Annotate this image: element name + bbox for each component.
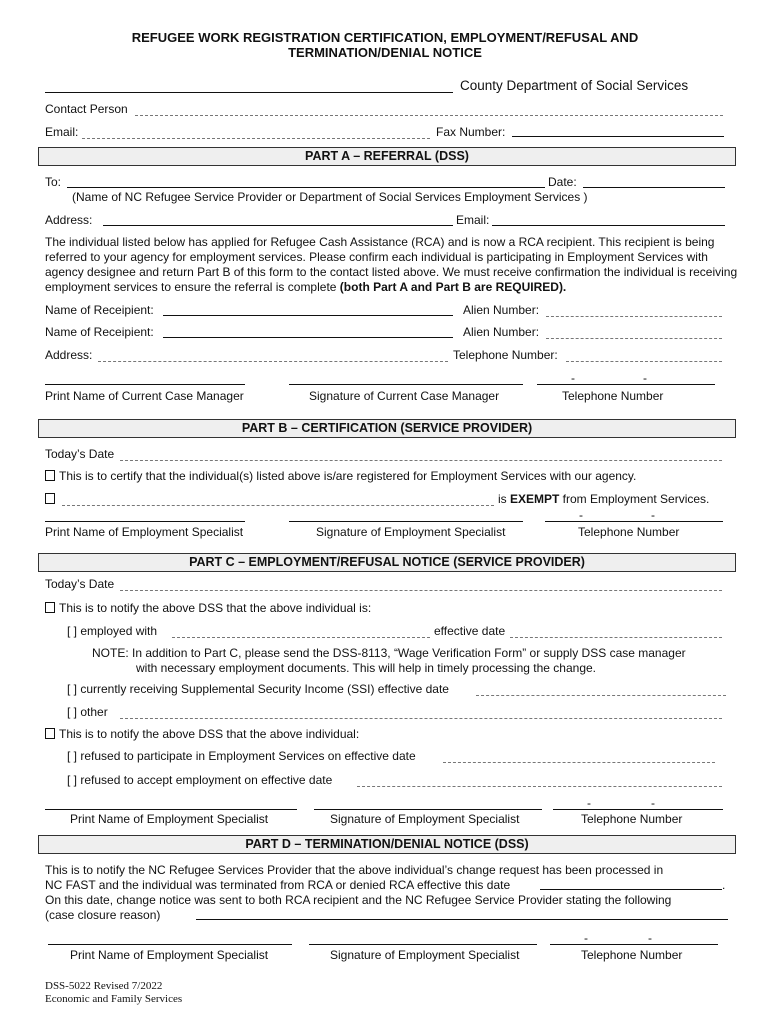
effective-date-field[interactable] (510, 637, 722, 638)
phone-dash: - (651, 508, 655, 522)
referral-paragraph: The individual listed below has applied for Refugee Cash Assistance (RCA) and is now a RCA recipient. This recipient is being referred to your agency for employment services. Please confirm each individual is participating in Employment Services with agency designee and return Part B of this form to the contact listed above. We must receive confirmation the individual is receiving employment services to ensure the referral is complete (both Part A and Part B are REQUIRED). (45, 235, 738, 294)
specialist-d-print-field[interactable] (48, 944, 292, 945)
phone-dash: - (584, 931, 588, 945)
date-label: Date: (548, 175, 577, 189)
case-manager-phone-label: Telephone Number (562, 389, 664, 403)
contact-person-field[interactable] (135, 115, 723, 116)
to-field[interactable] (67, 187, 545, 188)
date-field[interactable] (583, 187, 725, 188)
division-name: Economic and Family Services (45, 993, 183, 1005)
part-d-line-2: NC FAST and the individual was terminated from RCA or denied RCA effective this date (45, 878, 511, 892)
specialist-b-signature-label: Signature of Employment Specialist (316, 525, 506, 539)
note-line-1: NOTE: In addition to Part C, please send the DSS-8113, “Wage Verification Form” or supply DSS case manager (92, 646, 686, 660)
specialist-c-phone-label: Telephone Number (581, 812, 683, 826)
certify-checkbox[interactable] (45, 470, 55, 481)
phone-dash: - (587, 796, 591, 810)
contact-person-label: Contact Person (45, 102, 128, 116)
phone-dash: - (579, 508, 583, 522)
notify-checkbox[interactable] (45, 728, 55, 739)
other-option[interactable]: [ ] other (67, 705, 108, 719)
ssi-option[interactable]: [ ] currently receiving Supplemental Security Income (SSI) effective date (67, 682, 449, 696)
to-label: To: (45, 175, 62, 189)
address-label: Address: (45, 213, 93, 227)
employer-field[interactable] (172, 637, 430, 638)
phone-dash: - (643, 371, 647, 385)
email-label: Email: (45, 125, 79, 139)
alien-2-field[interactable] (546, 338, 722, 339)
case-manager-print-field[interactable] (45, 384, 245, 385)
refused-participate-option[interactable]: [ ] refused to participate in Employment Services on effective date (67, 749, 416, 763)
part-c-heading: PART C – EMPLOYMENT/REFUSAL NOTICE (SERVICE PROVIDER) (38, 553, 736, 572)
phone-dash: - (648, 931, 652, 945)
specialist-b-phone-label: Telephone Number (578, 525, 680, 539)
recipient-2-field[interactable] (163, 337, 453, 338)
part-d-line-1: This is to notify the NC Refugee Services Provider that the above individual’s change request has been processed in (45, 863, 664, 877)
specialist-c-phone-field[interactable] (553, 809, 723, 810)
recipient-address-field[interactable] (98, 361, 448, 362)
ssi-date-field[interactable] (476, 695, 726, 696)
specialist-b-print-field[interactable] (45, 521, 245, 522)
part-d-line-3: On this date, change notice was sent to both RCA recipient and the NC Refugee Service Provider stating the following (45, 893, 672, 907)
effective-date-label: effective date (434, 624, 506, 638)
part-d-heading: PART D – TERMINATION/DENIAL NOTICE (DSS) (38, 835, 736, 854)
part-a-heading: PART A – REFERRAL (DSS) (38, 147, 736, 166)
note-line-2: with necessary employment documents. This will help in timely processing the change. (136, 661, 596, 675)
fax-field[interactable] (512, 136, 724, 137)
notify-checkbox[interactable] (45, 602, 55, 613)
specialist-d-signature-label: Signature of Employment Specialist (330, 948, 520, 962)
fax-label: Fax Number: (436, 125, 506, 139)
recipient-1-field[interactable] (163, 315, 453, 316)
county-label: County Department of Social Services (460, 78, 689, 93)
case-manager-phone-field[interactable] (537, 384, 715, 385)
period: . (722, 878, 726, 892)
exempt-name-field[interactable] (62, 505, 494, 506)
form-id: DSS-5022 Revised 7/2022 (45, 980, 163, 992)
part-b-heading: PART B – CERTIFICATION (SERVICE PROVIDER) (38, 419, 736, 438)
closure-reason-field[interactable] (196, 919, 728, 920)
form-title-line-1: REFUGEE WORK REGISTRATION CERTIFICATION, EMPLOYMENT/REFUSAL AND (131, 30, 639, 45)
other-field[interactable] (120, 718, 722, 719)
specialist-c-signature-label: Signature of Employment Specialist (330, 812, 520, 826)
email-field[interactable] (492, 225, 725, 226)
exempt-checkbox[interactable] (45, 492, 59, 506)
alien-1-field[interactable] (546, 316, 722, 317)
specialist-b-print-label: Print Name of Employment Specialist (45, 525, 244, 539)
form-title-line-2: TERMINATION/DENIAL NOTICE (288, 45, 482, 60)
notify-individual-is: This is to notify the above DSS that the above individual is: (45, 601, 371, 615)
telephone-field[interactable] (566, 361, 722, 362)
alien-2-label: Alien Number: (463, 325, 540, 339)
case-manager-signature-field[interactable] (289, 384, 523, 385)
specialist-c-print-field[interactable] (45, 809, 297, 810)
today-date-label: Today’s Date (45, 447, 115, 461)
alien-1-label: Alien Number: (463, 303, 540, 317)
termination-date-field[interactable] (540, 889, 722, 890)
exempt-text: is EXEMPT from Employment Services. (498, 492, 710, 506)
certify-row: This is to certify that the individual(s) listed above is/are registered for Employment Services with our agency. (45, 469, 636, 483)
refused-accept-option[interactable]: [ ] refused to accept employment on effective date (67, 773, 333, 787)
case-manager-signature-label: Signature of Current Case Manager (309, 389, 500, 403)
specialist-d-print-label: Print Name of Employment Specialist (70, 948, 269, 962)
email-label: Email: (456, 213, 490, 227)
phone-dash: - (571, 371, 575, 385)
telephone-label: Telephone Number: (453, 348, 558, 362)
address-field[interactable] (103, 225, 453, 226)
email-field[interactable] (82, 138, 430, 139)
today-date-field[interactable] (120, 590, 722, 591)
recipient-2-label: Name of Receipient: (45, 325, 154, 339)
today-date-field[interactable] (120, 460, 722, 461)
phone-dash: - (651, 796, 655, 810)
specialist-b-phone-field[interactable] (545, 521, 723, 522)
specialist-d-signature-field[interactable] (309, 944, 537, 945)
employed-with-option[interactable]: [ ] employed with (67, 624, 158, 638)
recipient-address-label: Address: (45, 348, 93, 362)
refused-accept-date-field[interactable] (357, 786, 722, 787)
specialist-d-phone-label: Telephone Number (581, 948, 683, 962)
part-d-line-4: (case closure reason) (45, 908, 161, 922)
notify-individual: This is to notify the above DSS that the above individual: (45, 727, 359, 741)
refused-participate-date-field[interactable] (443, 762, 715, 763)
specialist-c-signature-field[interactable] (314, 809, 542, 810)
county-name-field[interactable] (45, 92, 453, 93)
case-manager-print-label: Print Name of Current Case Manager (45, 389, 244, 403)
specialist-b-signature-field[interactable] (289, 521, 523, 522)
to-hint: (Name of NC Refugee Service Provider or Department of Social Services Employment Services ) (72, 190, 588, 204)
recipient-1-label: Name of Receipient: (45, 303, 154, 317)
specialist-d-phone-field[interactable] (550, 944, 718, 945)
specialist-c-print-label: Print Name of Employment Specialist (70, 812, 269, 826)
today-date-label: Today’s Date (45, 577, 115, 591)
